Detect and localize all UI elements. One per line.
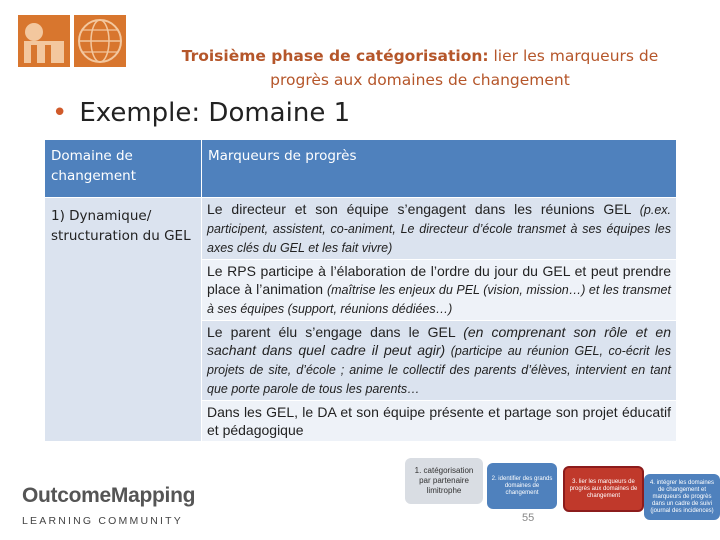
- marker-1-main: Le directeur et son équipe s’engagent dans les réunions GEL: [207, 201, 640, 217]
- logo-subtitle: LEARNING COMMUNITY: [22, 515, 183, 527]
- step-2-box: 2. identifier des grands domaines de changement: [487, 463, 557, 509]
- bullet-dot-icon: •: [52, 98, 68, 128]
- marker-3-italic: (en comprenant son rôle et en sachant dans quel cadre il peut agir): [207, 324, 671, 358]
- markers-table: [44, 139, 677, 442]
- step-4-box: 4. intégrer les domaines de changement et marqueurs de progrès dans un cadre de suivi (journal des incidences): [644, 474, 720, 520]
- page-number: 55: [522, 512, 535, 524]
- bullet-heading: [52, 98, 350, 128]
- step-3-box: 3. lier les marqueurs de progrès aux domaines de changement: [563, 466, 644, 512]
- marker-3-main: Le parent élu s’engage dans le GEL: [207, 324, 464, 340]
- marker-cell-4: [202, 401, 677, 442]
- marker-3-detail: (participe au réunion GEL, co-écrit les projets de site, d’école ; anime le collectif des parents d’élèves, intervient en tant que porte parole de tous les parents…: [207, 344, 671, 396]
- header-markers: Marqueurs de progrès: [202, 140, 677, 198]
- marker-cell-2: [202, 260, 677, 321]
- table-header-row: [45, 140, 677, 198]
- logo-mapping-text: Mapping: [110, 484, 196, 507]
- slide-title: [150, 44, 690, 92]
- logo-outcome-text: Outcome: [22, 484, 111, 507]
- marker-4-main: Dans les GEL, le DA et son équipe présente et partage son projet éducatif et pédagogique: [207, 404, 671, 438]
- marker-2-main: Le RPS participe à l’élaboration de l’ordre du jour du GEL et peut prendre place à l’animation: [207, 263, 671, 297]
- domain-cell: 1) Dynamique/ structuration du GEL: [45, 198, 202, 442]
- header-domain: Domaine de changement: [45, 140, 202, 198]
- table-row: [45, 198, 677, 260]
- marker-2-detail: (maîtrise les enjeux du PEL (vision, mission…) et les transmet à ses équipes (support, réunions dédiées…): [207, 283, 671, 316]
- bullet-text: Exemple: Domaine 1: [79, 98, 351, 128]
- slide-title-bold: Troisième phase de catégorisation:: [181, 47, 489, 65]
- organization-logo: [18, 15, 126, 67]
- step-1-box: 1. catégorisation par partenaire limitrophe: [405, 458, 483, 504]
- marker-1-detail: (p.ex. participent, assistent, co-animent, Le directeur d’école transmet à ses équipes les axes clés du GEL et les fait vivre): [207, 203, 671, 255]
- marker-cell-1: [202, 198, 677, 260]
- slide-title-rest: lier les marqueurs de progrès aux domaines de changement: [270, 47, 659, 89]
- outcome-mapping-logo: [22, 484, 195, 508]
- marker-cell-3: [202, 321, 677, 401]
